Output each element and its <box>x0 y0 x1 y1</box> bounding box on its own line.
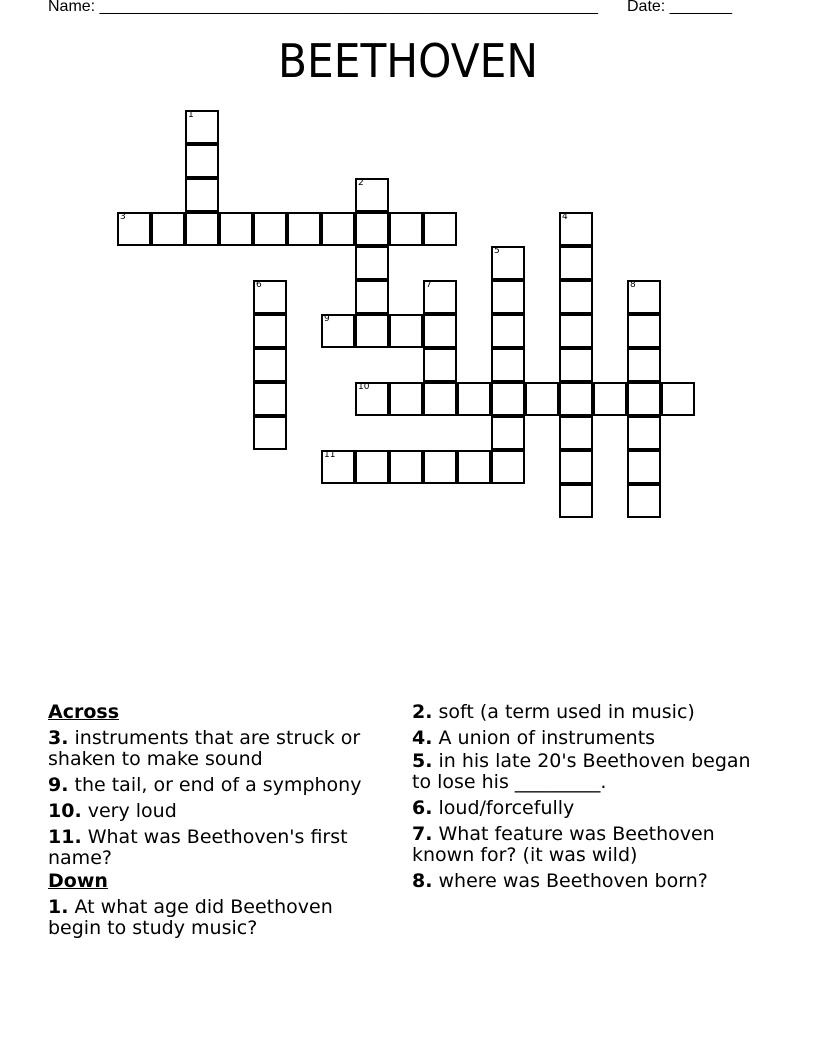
crossword-cell[interactable] <box>389 212 423 246</box>
crossword-cell[interactable] <box>559 450 593 484</box>
clue-number: 9. <box>48 774 69 796</box>
clue-number: 4. <box>412 727 433 749</box>
crossword-cell[interactable] <box>185 144 219 178</box>
crossword-cell[interactable] <box>355 280 389 314</box>
clue-text: instruments that are struck or shaken to make sound <box>48 727 361 770</box>
clue-text: A union of instruments <box>438 727 656 749</box>
clue-number: 6. <box>412 797 433 819</box>
cell-number: 4 <box>562 212 568 222</box>
clue-text: the tail, or end of a symphony <box>74 774 362 796</box>
crossword-cell[interactable] <box>593 382 627 416</box>
crossword-cell[interactable] <box>253 348 287 382</box>
crossword-cell[interactable] <box>151 212 185 246</box>
clue-text: loud/forcefully <box>438 797 575 819</box>
clue-down-2 <box>412 702 752 723</box>
crossword-cell[interactable] <box>559 246 593 280</box>
crossword-cell[interactable] <box>627 450 661 484</box>
crossword-cell[interactable] <box>457 450 491 484</box>
clue-number: 8. <box>412 870 433 892</box>
cell-number: 11 <box>324 450 336 460</box>
cell-number: 9 <box>324 314 330 324</box>
clue-down-4 <box>412 728 752 749</box>
clue-down-8 <box>412 871 752 892</box>
crossword-cell[interactable] <box>423 450 457 484</box>
cell-number: 1 <box>188 110 194 120</box>
clue-text: At what age did Beethoven begin to study music? <box>48 896 333 939</box>
clue-text: in his late 20's Beethoven began to lose his _________. <box>412 750 751 793</box>
cell-number: 6 <box>256 280 262 290</box>
cell-number: 5 <box>494 246 500 256</box>
crossword-cell[interactable] <box>185 212 219 246</box>
clue-number: 2. <box>412 701 433 723</box>
clue-across-11 <box>48 827 388 869</box>
crossword-cell[interactable] <box>389 382 423 416</box>
crossword-cell[interactable] <box>559 212 593 246</box>
crossword-cell[interactable] <box>559 348 593 382</box>
crossword-cell[interactable] <box>117 212 151 246</box>
crossword-cell[interactable] <box>627 484 661 518</box>
crossword-cell[interactable] <box>355 212 389 246</box>
crossword-cell[interactable] <box>491 280 525 314</box>
crossword-cell[interactable] <box>559 382 593 416</box>
crossword-cell[interactable] <box>355 382 389 416</box>
crossword-cell[interactable] <box>423 280 457 314</box>
clue-number: 3. <box>48 727 69 749</box>
clue-text: soft (a term used in music) <box>438 701 695 723</box>
crossword-cell[interactable] <box>491 314 525 348</box>
crossword-cell[interactable] <box>491 416 525 450</box>
crossword-cell[interactable] <box>559 280 593 314</box>
cell-number: 7 <box>426 280 432 290</box>
crossword-cell[interactable] <box>559 484 593 518</box>
date-line[interactable]: Date: _______ <box>627 0 732 15</box>
crossword-cell[interactable] <box>389 450 423 484</box>
crossword-cell[interactable] <box>185 178 219 212</box>
clue-down-5 <box>412 751 752 793</box>
clue-across-3 <box>48 728 388 770</box>
cell-number: 2 <box>358 178 364 188</box>
crossword-cell[interactable] <box>661 382 695 416</box>
crossword-cell[interactable] <box>525 382 559 416</box>
clue-across-10 <box>48 801 388 822</box>
clues-left-column <box>48 702 388 944</box>
crossword-cell[interactable] <box>627 348 661 382</box>
crossword-cell[interactable] <box>321 450 355 484</box>
crossword-cell[interactable] <box>457 382 491 416</box>
clue-text: What feature was Beethoven known for? (it was wild) <box>412 823 715 866</box>
crossword-cell[interactable] <box>559 416 593 450</box>
name-line[interactable]: Name: ________________________________________________________ <box>48 0 598 15</box>
clue-across-9 <box>48 775 388 796</box>
crossword-cell[interactable] <box>287 212 321 246</box>
crossword-cell[interactable] <box>355 450 389 484</box>
clue-number: 1. <box>48 896 69 918</box>
crossword-cell[interactable] <box>253 416 287 450</box>
crossword-cell[interactable] <box>253 280 287 314</box>
crossword-cell[interactable] <box>627 416 661 450</box>
cell-number: 10 <box>358 382 370 392</box>
crossword-cell[interactable] <box>491 450 525 484</box>
crossword-cell[interactable] <box>355 314 389 348</box>
cell-number: 8 <box>630 280 636 290</box>
clue-text: where was Beethoven born? <box>438 870 708 892</box>
clues-right-column <box>412 702 752 897</box>
crossword-cell[interactable] <box>389 314 423 348</box>
crossword-cell[interactable] <box>423 212 457 246</box>
crossword-cell[interactable] <box>185 110 219 144</box>
cell-number: 3 <box>120 212 126 222</box>
clue-number: 5. <box>412 750 433 772</box>
clue-down-7 <box>412 824 752 866</box>
crossword-cell[interactable] <box>219 212 253 246</box>
across-heading: Across <box>48 701 120 723</box>
crossword-cell[interactable] <box>423 314 457 348</box>
clue-text: very loud <box>87 800 177 822</box>
crossword-cell[interactable] <box>423 382 457 416</box>
down-heading: Down <box>48 870 108 892</box>
clue-text: What was Beethoven's first name? <box>48 826 348 869</box>
crossword-cell[interactable] <box>491 382 525 416</box>
crossword-cell[interactable] <box>491 246 525 280</box>
crossword-cell[interactable] <box>355 178 389 212</box>
crossword-cell[interactable] <box>627 280 661 314</box>
crossword-cell[interactable] <box>321 212 355 246</box>
clue-number: 11. <box>48 826 82 848</box>
crossword-cell[interactable] <box>253 382 287 416</box>
clue-down-1 <box>48 897 388 939</box>
crossword-cell[interactable] <box>627 382 661 416</box>
crossword-cell[interactable] <box>559 314 593 348</box>
clue-number: 10. <box>48 800 82 822</box>
crossword-cell[interactable] <box>355 246 389 280</box>
clue-number: 7. <box>412 823 433 845</box>
crossword-cell[interactable] <box>321 314 355 348</box>
page-title: BEETHOVEN <box>277 34 539 88</box>
crossword-cell[interactable] <box>491 348 525 382</box>
crossword-cell[interactable] <box>627 314 661 348</box>
crossword-cell[interactable] <box>253 212 287 246</box>
crossword-cell[interactable] <box>253 314 287 348</box>
clue-down-6 <box>412 798 752 819</box>
crossword-cell[interactable] <box>423 348 457 382</box>
